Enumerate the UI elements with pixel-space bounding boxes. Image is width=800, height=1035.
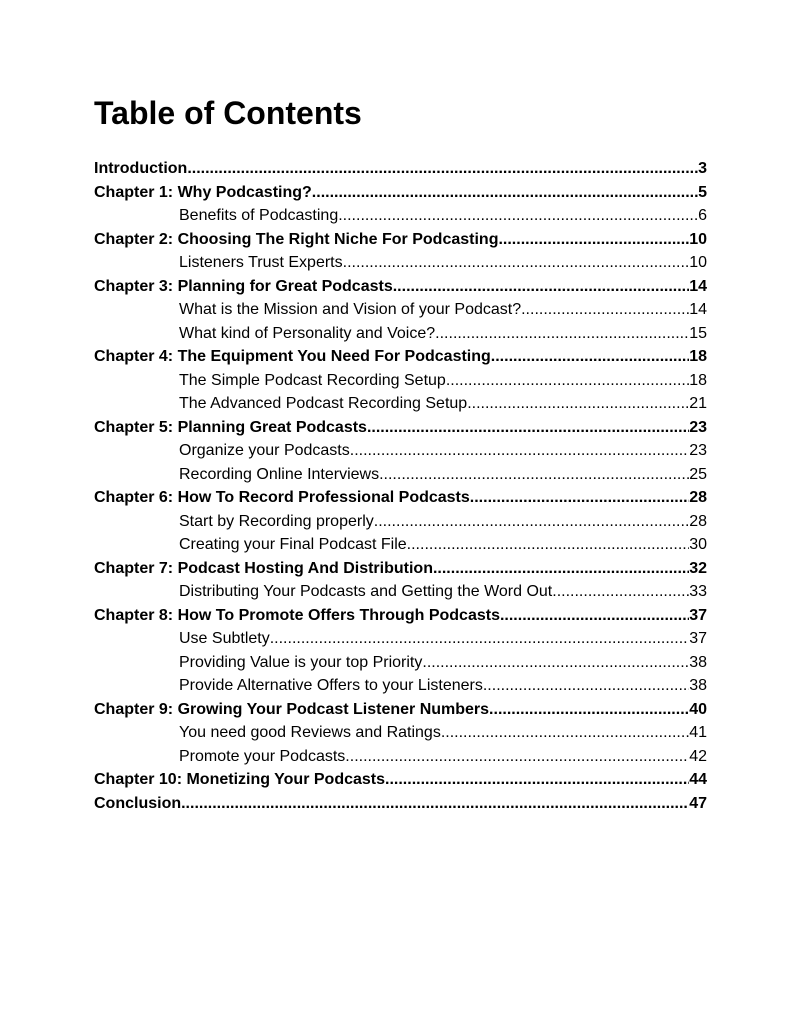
toc-entry-label: Chapter 10: Monetizing Your Podcasts bbox=[94, 771, 386, 788]
toc-chapter-entry[interactable] bbox=[94, 792, 707, 816]
toc-dot-leader bbox=[552, 580, 689, 604]
toc-dot-leader bbox=[446, 369, 689, 393]
toc-section-entry[interactable] bbox=[94, 392, 707, 416]
toc-page-number: 18 bbox=[689, 371, 707, 389]
toc-page-number: 40 bbox=[689, 700, 707, 718]
toc-entry-label: Conclusion bbox=[94, 794, 182, 812]
toc-dot-leader bbox=[343, 251, 690, 275]
toc-section-entry[interactable] bbox=[94, 439, 707, 463]
toc-entry-label: Creating your Final Podcast File bbox=[179, 536, 407, 553]
toc-entry-label: Chapter 5: Planning Great Podcasts bbox=[94, 418, 367, 436]
toc-dot-leader bbox=[181, 792, 689, 816]
toc-section-entry[interactable] bbox=[94, 204, 707, 228]
toc-section-entry[interactable] bbox=[94, 745, 707, 769]
toc-dot-leader bbox=[374, 510, 689, 534]
toc-entry-label: Chapter 7: Podcast Hosting And Distribution bbox=[94, 559, 433, 577]
toc-entry-label: Chapter 8: How To Promote Offers Through Podcasts bbox=[94, 606, 500, 624]
toc-entry-label: Chapter 3: Planning for Great Podcasts bbox=[94, 277, 393, 295]
toc-page-number: 32 bbox=[689, 559, 707, 577]
toc-chapter-entry[interactable] bbox=[94, 228, 707, 252]
toc-page-number: 3 bbox=[698, 160, 707, 177]
toc-page-number: 15 bbox=[689, 324, 707, 342]
toc-entry-label: The Simple Podcast Recording Setup bbox=[179, 371, 446, 389]
toc-page-number: 44 bbox=[689, 771, 707, 788]
toc-page-number: 23 bbox=[689, 418, 707, 436]
toc-section-entry[interactable] bbox=[94, 651, 707, 675]
toc-dot-leader bbox=[379, 463, 689, 487]
toc-entry-label: Organize your Podcasts bbox=[179, 442, 350, 459]
toc-dot-leader bbox=[433, 557, 689, 581]
toc-entry-label: Listeners Trust Experts bbox=[179, 254, 343, 271]
toc-page-number: 30 bbox=[689, 536, 707, 553]
toc-section-entry[interactable] bbox=[94, 721, 707, 745]
toc-entry-label: Provide Alternative Offers to your Listeners bbox=[179, 677, 483, 694]
toc-dot-leader bbox=[270, 627, 689, 651]
toc-entry-label: Chapter 4: The Equipment You Need For Podcasting bbox=[94, 348, 491, 365]
toc-entry-label: Chapter 2: Choosing The Right Niche For Podcasting bbox=[94, 230, 499, 248]
toc-page-number: 28 bbox=[689, 489, 707, 506]
toc-page-number: 5 bbox=[698, 183, 707, 201]
toc-dot-leader bbox=[345, 745, 689, 769]
toc-page-number: 6 bbox=[698, 207, 707, 224]
toc-chapter-entry[interactable] bbox=[94, 181, 707, 205]
toc-entry-label: Distributing Your Podcasts and Getting the Word Out bbox=[179, 583, 553, 600]
toc-section-entry[interactable] bbox=[94, 463, 707, 487]
toc-entry-label: Providing Value is your top Priority bbox=[179, 653, 423, 671]
toc-page-number: 37 bbox=[689, 630, 707, 647]
toc-chapter-entry[interactable] bbox=[94, 345, 707, 369]
toc-page-number: 10 bbox=[689, 254, 707, 271]
toc-chapter-entry[interactable] bbox=[94, 275, 707, 299]
toc-page-number: 14 bbox=[689, 301, 707, 318]
toc-section-entry[interactable] bbox=[94, 251, 707, 275]
toc-section-entry[interactable] bbox=[94, 322, 707, 346]
toc-entry-label: What kind of Personality and Voice? bbox=[179, 324, 436, 342]
toc-page-number: 18 bbox=[689, 348, 707, 365]
toc-page-number: 10 bbox=[689, 230, 707, 248]
toc-section-entry[interactable] bbox=[94, 369, 707, 393]
toc-page-number: 38 bbox=[689, 653, 707, 671]
table-of-contents bbox=[94, 157, 707, 815]
toc-chapter-entry[interactable] bbox=[94, 768, 707, 792]
toc-section-entry[interactable] bbox=[94, 674, 707, 698]
toc-section-entry[interactable] bbox=[94, 533, 707, 557]
toc-entry-label: What is the Mission and Vision of your Podcast? bbox=[179, 301, 522, 318]
toc-dot-leader bbox=[470, 486, 689, 510]
toc-dot-leader bbox=[187, 157, 698, 181]
toc-page-number: 37 bbox=[689, 606, 707, 624]
toc-page-number: 47 bbox=[689, 794, 707, 812]
toc-entry-label: The Advanced Podcast Recording Setup bbox=[179, 395, 468, 412]
toc-chapter-entry[interactable] bbox=[94, 416, 707, 440]
page-title: Table of Contents bbox=[94, 95, 362, 131]
toc-page-number: 33 bbox=[689, 583, 707, 600]
toc-chapter-entry[interactable] bbox=[94, 604, 707, 628]
toc-entry-label: Use Subtlety bbox=[179, 630, 270, 647]
toc-dot-leader bbox=[407, 533, 690, 557]
toc-entry-label: Benefits of Podcasting bbox=[179, 207, 339, 224]
toc-chapter-entry[interactable] bbox=[94, 557, 707, 581]
toc-dot-leader bbox=[498, 228, 689, 252]
toc-entry-label: You need good Reviews and Ratings bbox=[179, 724, 441, 741]
toc-section-entry[interactable] bbox=[94, 627, 707, 651]
toc-entry-label: Introduction bbox=[94, 160, 188, 177]
toc-dot-leader bbox=[367, 416, 689, 440]
toc-page-number: 14 bbox=[689, 277, 707, 295]
toc-page-number: 38 bbox=[689, 677, 707, 694]
toc-chapter-entry[interactable] bbox=[94, 157, 707, 181]
toc-section-entry[interactable] bbox=[94, 580, 707, 604]
toc-dot-leader bbox=[312, 181, 698, 205]
toc-page-number: 23 bbox=[689, 442, 707, 459]
toc-dot-leader bbox=[483, 674, 689, 698]
toc-chapter-entry[interactable] bbox=[94, 486, 707, 510]
toc-dot-leader bbox=[521, 298, 689, 322]
toc-dot-leader bbox=[435, 322, 689, 346]
toc-dot-leader bbox=[393, 275, 689, 299]
toc-entry-label: Chapter 9: Growing Your Podcast Listener Numbers bbox=[94, 700, 490, 718]
toc-dot-leader bbox=[338, 204, 698, 228]
toc-page-number: 21 bbox=[689, 395, 707, 412]
toc-dot-leader bbox=[385, 768, 689, 792]
toc-entry-label: Start by Recording properly bbox=[179, 512, 374, 530]
toc-page-number: 42 bbox=[689, 747, 707, 765]
toc-dot-leader bbox=[350, 439, 689, 463]
toc-page-number: 25 bbox=[689, 465, 707, 483]
toc-page-number: 41 bbox=[689, 724, 707, 741]
toc-dot-leader bbox=[491, 345, 689, 369]
toc-dot-leader bbox=[422, 651, 689, 675]
toc-chapter-entry[interactable] bbox=[94, 698, 707, 722]
toc-dot-leader bbox=[489, 698, 689, 722]
toc-dot-leader bbox=[500, 604, 689, 628]
toc-section-entry[interactable] bbox=[94, 298, 707, 322]
toc-entry-label: Chapter 1: Why Podcasting? bbox=[94, 183, 312, 201]
toc-section-entry[interactable] bbox=[94, 510, 707, 534]
toc-page-number: 28 bbox=[689, 512, 707, 530]
toc-entry-label: Promote your Podcasts bbox=[179, 747, 346, 765]
toc-entry-label: Recording Online Interviews bbox=[179, 465, 380, 483]
toc-dot-leader bbox=[467, 392, 689, 416]
toc-entry-label: Chapter 6: How To Record Professional Podcasts bbox=[94, 489, 470, 506]
toc-dot-leader bbox=[441, 721, 689, 745]
